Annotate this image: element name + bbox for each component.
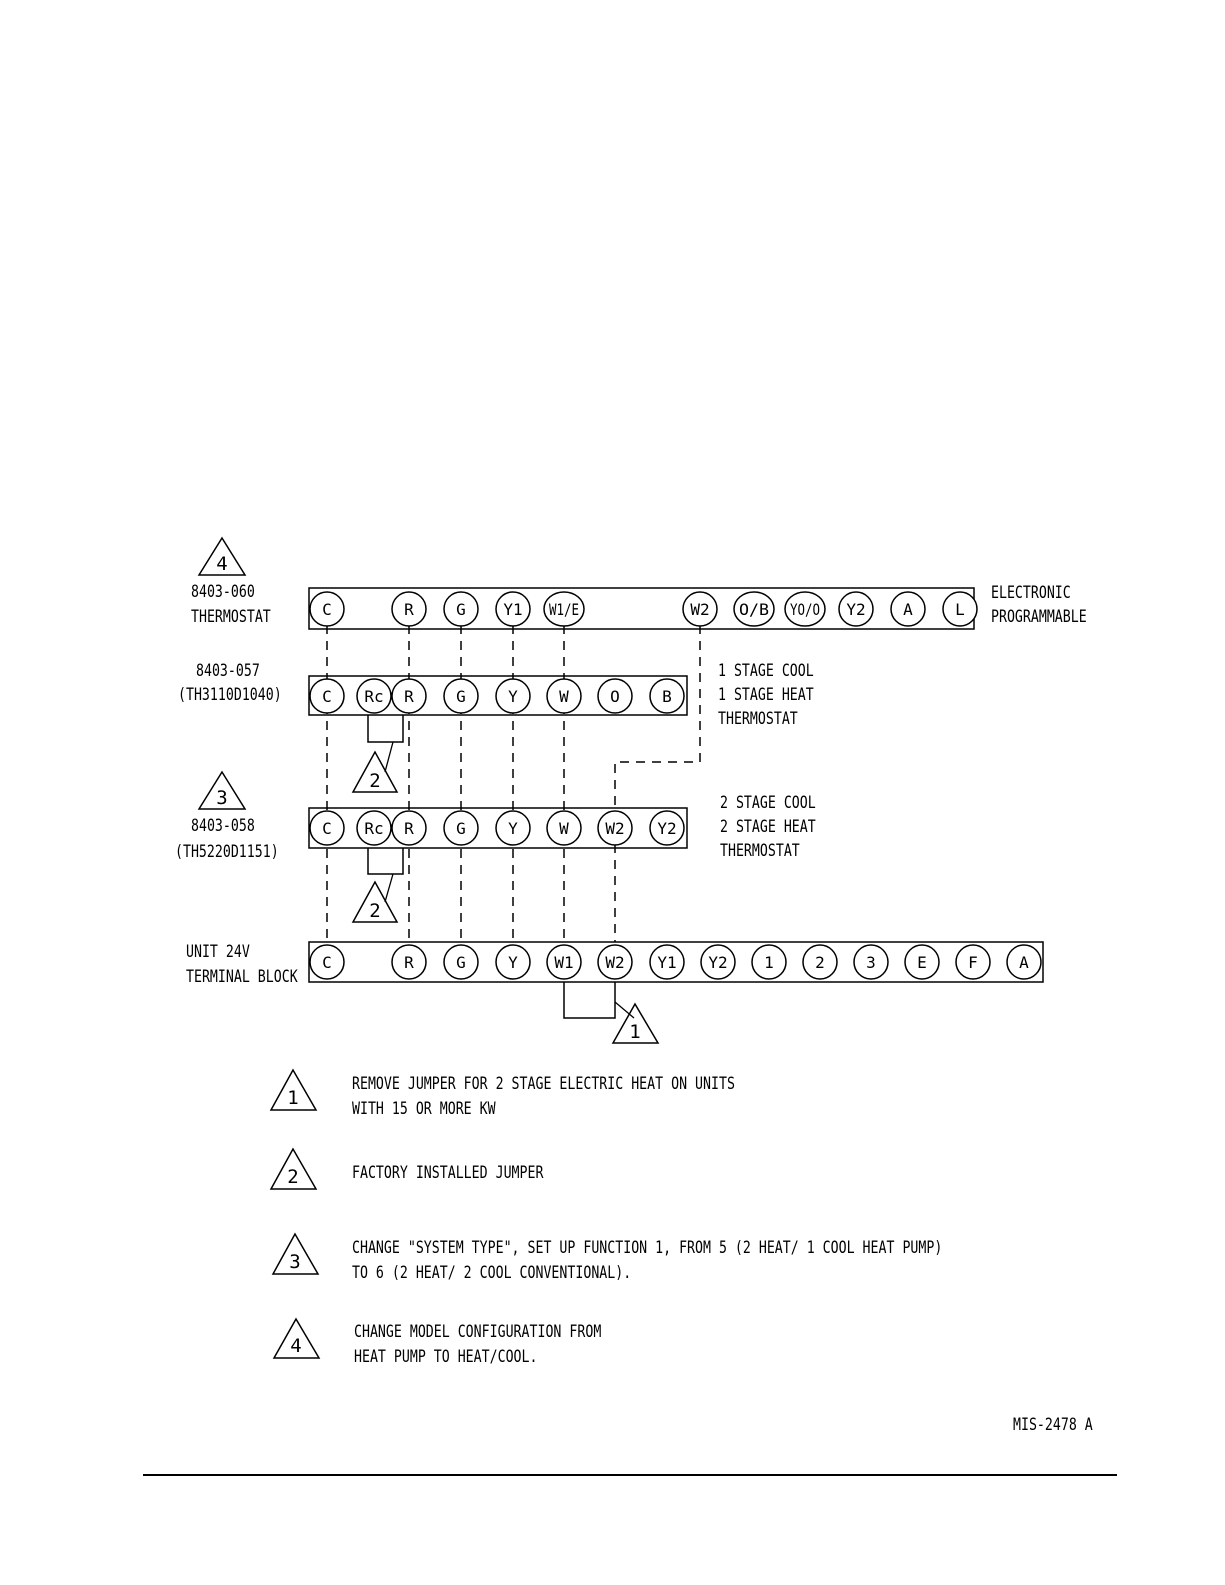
wire-w2 — [615, 625, 700, 942]
note-3-line-1: CHANGE "SYSTEM TYPE", SET UP FUNCTION 1, FROM 5 (2 HEAT/ 1 COOL HEAT PUMP) — [351, 1237, 943, 1258]
thermostat-058-jumper-leader — [385, 874, 393, 902]
unit-block-terminal-label: Y2 — [708, 953, 728, 972]
thermostat-060-name: THERMOSTAT — [191, 606, 271, 627]
note-4 — [274, 1319, 601, 1366]
thermostat-057-terminal-label: G — [456, 687, 466, 706]
unit-block-jumper — [564, 982, 615, 1018]
thermostat-058-terminal-label: Rc — [364, 819, 384, 838]
thermostat-058-side-label-2: 2 STAGE HEAT — [720, 816, 816, 837]
note-1-line-2: WITH 15 OR MORE KW — [351, 1098, 496, 1119]
thermostat-057-jumper — [368, 715, 403, 742]
thermostat-060-terminal-label: W1/E — [549, 600, 579, 619]
unit-block-terminal-label: 2 — [815, 953, 825, 972]
unit-block-terminal-label: C — [322, 953, 332, 972]
thermostat-060-side-label-1: ELECTRONIC — [991, 582, 1071, 603]
thermostat-060-side-label-2: PROGRAMMABLE — [991, 606, 1087, 627]
note-2 — [271, 1149, 544, 1189]
note-1 — [271, 1070, 735, 1118]
thermostat-060-terminal-label: C — [322, 600, 332, 619]
thermostat-057-row — [178, 660, 814, 792]
thermostat-058-terminal-label: R — [404, 819, 414, 838]
thermostat-058-terminal-label: G — [456, 819, 466, 838]
unit-block-terminal-label: W1 — [554, 953, 574, 972]
thermostat-060-terminal-label: R — [404, 600, 414, 619]
thermostat-057-terminal-label: Y — [508, 687, 518, 706]
notes-section — [271, 1070, 942, 1366]
note-2-number: 2 — [287, 1166, 299, 1188]
unit-block-label-2: TERMINAL BLOCK — [186, 966, 298, 987]
drawing-number: MIS-2478 A — [1012, 1414, 1093, 1435]
thermostat-060-terminal-label: W2 — [690, 600, 710, 619]
unit-block-terminal-label: G — [456, 953, 466, 972]
thermostat-058-terminal-label: C — [322, 819, 332, 838]
thermostat-058-jumper — [368, 848, 403, 874]
callout-2-number-058: 2 — [369, 900, 381, 922]
thermostat-057-terminal-label: W — [559, 687, 569, 706]
wires-layer — [327, 625, 700, 942]
thermostat-058-side-label-3: THERMOSTAT — [720, 840, 800, 861]
unit-block-terminals — [310, 945, 1041, 979]
thermostat-058-model: 8403-058 — [191, 815, 255, 836]
thermostat-057-jumper-leader — [385, 742, 393, 772]
unit-terminal-block-row — [186, 941, 1043, 1043]
thermostat-057-terminal-label: O — [610, 687, 620, 706]
thermostat-058-terminal-label: W — [559, 819, 569, 838]
note-4-number: 4 — [290, 1335, 302, 1357]
unit-block-terminal-label: A — [1019, 953, 1029, 972]
thermostat-057-terminal-label: C — [322, 687, 332, 706]
thermostat-057-terminal-label: R — [404, 687, 414, 706]
thermostat-057-model: 8403-057 — [195, 660, 260, 681]
thermostat-060-terminal-label: O/B — [739, 600, 769, 619]
callout-2-triangle-058 — [353, 882, 397, 922]
thermostat-060-terminal-label: YO/O — [790, 600, 820, 619]
callout-2-triangle-057 — [353, 752, 397, 792]
thermostat-057-terminal-label: B — [662, 687, 672, 706]
unit-block-terminal-label: Y — [508, 953, 518, 972]
thermostat-058-part: (TH5220D1151) — [174, 841, 279, 862]
thermostat-060-terminal-label: Y2 — [846, 600, 866, 619]
callout-1-number-unit: 1 — [629, 1021, 641, 1043]
note-3-number: 3 — [289, 1251, 301, 1273]
unit-block-terminal-label: 3 — [866, 953, 876, 972]
thermostat-060-terminal-label: L — [955, 600, 965, 619]
thermostat-057-part: (TH3110D1040) — [178, 684, 282, 705]
thermostat-060-terminal-label: G — [456, 600, 466, 619]
thermostat-058-side-label-1: 2 STAGE COOL — [720, 792, 816, 813]
callout-4-triangle — [199, 538, 245, 575]
thermostat-058-terminal-label: Y — [508, 819, 518, 838]
unit-block-terminal-label: Y1 — [657, 953, 677, 972]
note-3 — [273, 1234, 942, 1282]
note-4-line-1: CHANGE MODEL CONFIGURATION FROM — [353, 1321, 602, 1342]
callout-3-number: 3 — [216, 787, 228, 809]
note-4-line-2: HEAT PUMP TO HEAT/COOL. — [353, 1346, 538, 1367]
note-1-line-1: REMOVE JUMPER FOR 2 STAGE ELECTRIC HEAT ON UNITS — [351, 1073, 735, 1094]
note-1-number: 1 — [287, 1087, 299, 1109]
unit-block-terminal-label: W2 — [605, 953, 625, 972]
thermostat-058-terminal-label: W2 — [605, 819, 625, 838]
unit-block-terminal-label: E — [917, 953, 927, 972]
thermostat-057-terminal-label: Rc — [364, 687, 384, 706]
note-2-line-1: FACTORY INSTALLED JUMPER — [351, 1162, 544, 1183]
callout-3-triangle — [199, 772, 245, 809]
thermostat-060-terminal-label: A — [903, 600, 913, 619]
thermostat-057-side-label-3: THERMOSTAT — [717, 708, 798, 729]
unit-block-terminal-label: 1 — [764, 953, 774, 972]
unit-block-terminal-label: R — [404, 953, 414, 972]
thermostat-058-terminals — [310, 811, 684, 845]
callout-2-number-057: 2 — [369, 770, 381, 792]
callout-4-number: 4 — [216, 553, 228, 575]
thermostat-057-side-label-2: 1 STAGE HEAT — [717, 684, 814, 705]
unit-block-label-1: UNIT 24V — [186, 941, 250, 962]
thermostat-060-model: 8403-060 — [191, 581, 255, 602]
thermostat-057-terminals — [310, 679, 684, 713]
thermostat-060-row — [191, 538, 1087, 629]
thermostat-057-side-label-1: 1 STAGE COOL — [717, 660, 814, 681]
thermostat-060-terminal-label: Y1 — [503, 600, 523, 619]
note-3-line-2: TO 6 (2 HEAT/ 2 COOL CONVENTIONAL). — [351, 1262, 632, 1283]
unit-block-terminal-label: F — [968, 953, 978, 972]
thermostat-058-row — [175, 772, 816, 922]
callout-1-triangle-unit — [613, 1004, 658, 1043]
thermostat-060-terminals — [310, 592, 977, 626]
thermostat-058-terminal-label: Y2 — [657, 819, 677, 838]
